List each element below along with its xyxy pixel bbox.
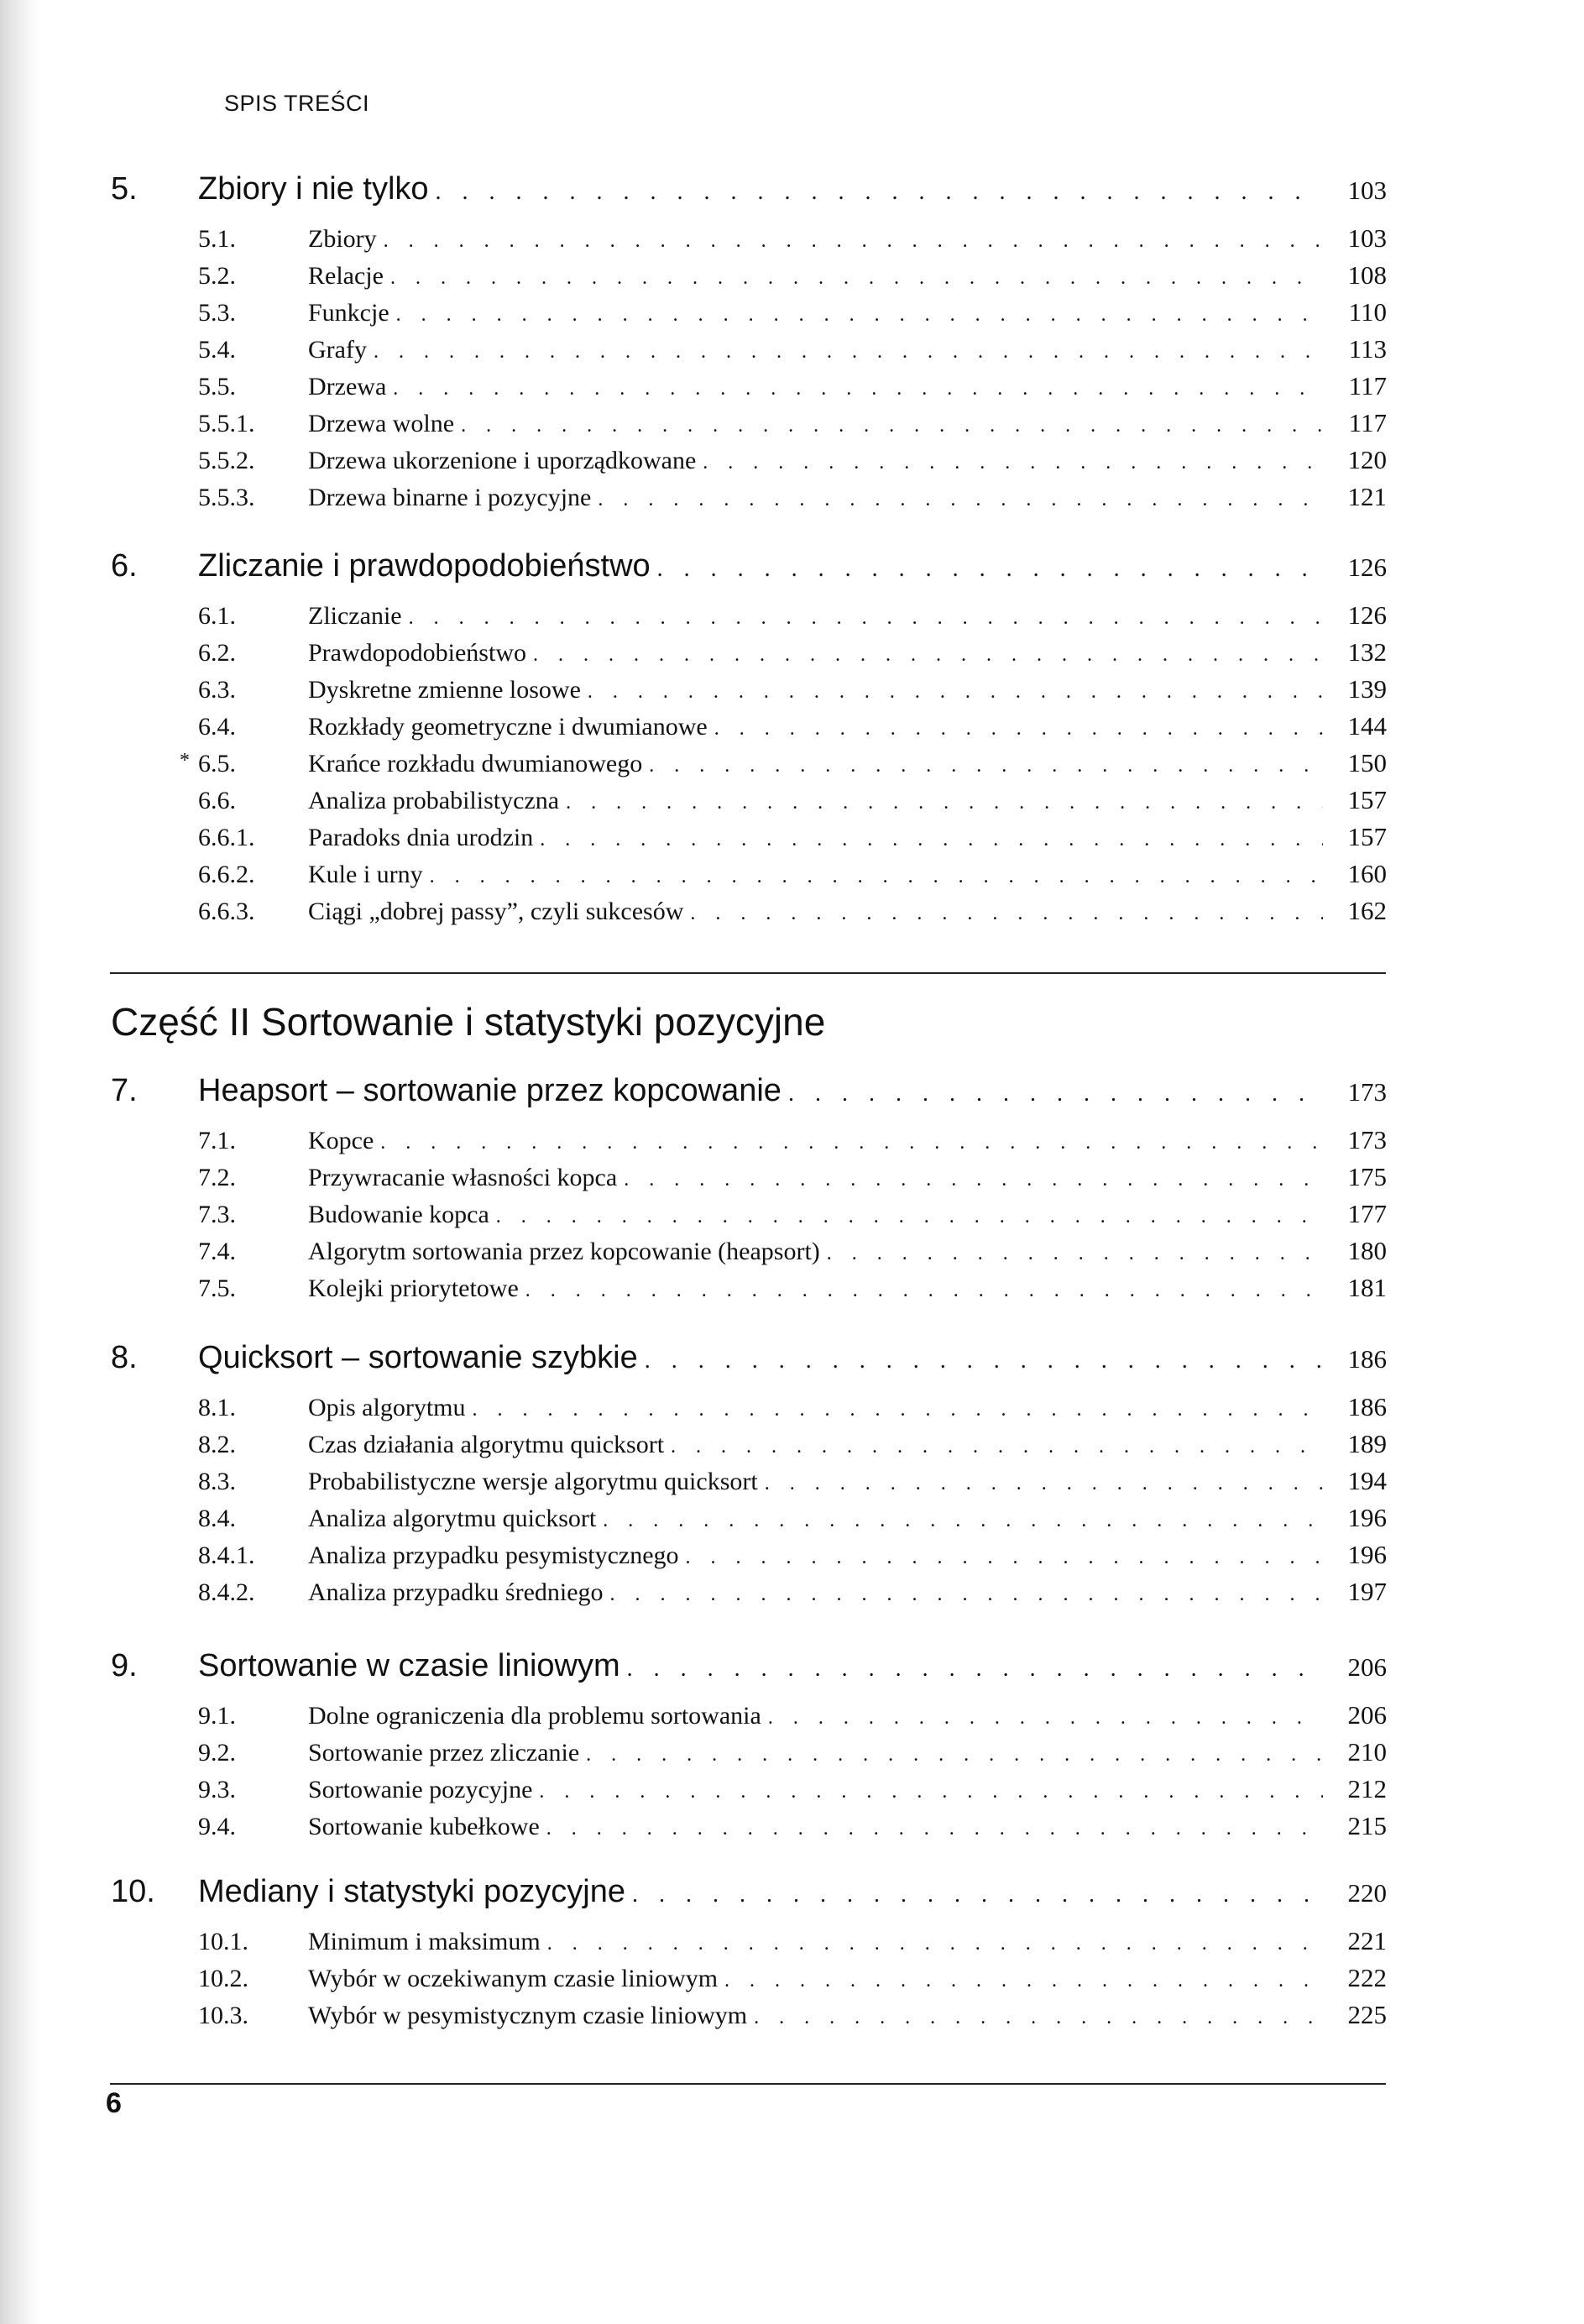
entry-page: 210	[1347, 1737, 1387, 1767]
entry-page: 103	[1347, 175, 1387, 205]
entry-number: 5.1.	[198, 225, 236, 253]
entry-title: Wybór w oczekiwanym czasie liniowym	[308, 1965, 719, 1992]
dot-leader	[473, 1399, 1324, 1421]
entry-page: 196	[1347, 1540, 1387, 1569]
section-entry	[111, 859, 1387, 889]
section-entry	[111, 371, 1387, 401]
entry-title: Krańce rozkładu dwumianowego	[308, 750, 643, 777]
part-title: Część II Sortowanie i statystyki pozycyjne	[111, 1000, 826, 1044]
entry-number: 8.4.1.	[198, 1541, 255, 1569]
section-entry	[111, 1540, 1387, 1570]
section-entry	[111, 1774, 1387, 1804]
section-entry	[111, 482, 1387, 512]
entry-title: Zbiory i nie tylko	[198, 171, 429, 207]
entry-number: 5.5.	[198, 373, 236, 400]
chapter-entry	[111, 171, 1387, 207]
section-entry	[111, 260, 1387, 290]
entry-number: 10.3.	[198, 2002, 248, 2029]
entry-page: 126	[1347, 552, 1387, 582]
entry-number: 5.	[111, 171, 138, 207]
section-entry	[111, 1700, 1387, 1730]
section-entry	[111, 223, 1387, 254]
entry-title: Prawdopodobieństwo	[308, 639, 526, 667]
dot-leader	[686, 1547, 1323, 1569]
entry-page: 157	[1347, 785, 1387, 814]
chapter-entry	[111, 1340, 1387, 1376]
section-entry	[111, 674, 1387, 704]
entry-number: 5.2.	[198, 262, 236, 290]
dot-leader	[540, 829, 1323, 851]
entry-page: 222	[1347, 1963, 1387, 1992]
dot-leader	[610, 1583, 1323, 1606]
entry-page: 206	[1347, 1652, 1387, 1682]
dot-leader	[461, 415, 1323, 437]
entry-page: 173	[1347, 1077, 1387, 1107]
entry-page: 221	[1347, 1926, 1387, 1955]
section-entry	[111, 1811, 1387, 1841]
entry-number: 6.6.3.	[198, 898, 255, 925]
dot-leader	[409, 607, 1323, 630]
entry-page: 212	[1347, 1774, 1387, 1803]
entry-number: * 6.5.	[180, 750, 236, 777]
dot-leader	[645, 1348, 1323, 1374]
section-entry	[111, 1429, 1387, 1459]
entry-title: Sortowanie kubełkowe	[308, 1813, 540, 1840]
entry-title: Wybór w pesymistycznym czasie liniowym	[308, 2002, 748, 2029]
entry-number: 9.3.	[198, 1776, 236, 1803]
dot-leader	[624, 1169, 1323, 1191]
chapter-entry	[111, 1648, 1387, 1684]
entry-title: Funkcje	[308, 299, 389, 327]
dot-leader	[525, 1280, 1323, 1302]
dot-leader	[380, 1132, 1323, 1154]
entry-number: 7.4.	[198, 1238, 236, 1265]
entry-number: 5.4.	[198, 336, 236, 364]
entry-number: 8.1.	[198, 1394, 236, 1421]
entry-number: 8.	[111, 1340, 138, 1375]
section-entry	[111, 748, 1387, 778]
entry-title: Kule i urny	[308, 861, 423, 888]
entry-page: 177	[1347, 1199, 1387, 1228]
dot-leader	[546, 1818, 1323, 1840]
entry-title: Dyskretne zmienne losowe	[308, 676, 581, 704]
entry-number: 6.6.2.	[198, 861, 255, 888]
entry-number: 6.4.	[198, 713, 236, 741]
entry-number: 8.2.	[198, 1431, 236, 1458]
scan-gutter-shadow	[0, 0, 39, 2324]
dot-leader	[714, 718, 1323, 741]
entry-number: 5.5.1.	[198, 410, 255, 437]
chapter-entry	[111, 548, 1387, 584]
entry-title: Algorytm sortowania przez kopcowanie (heapsort)	[308, 1238, 820, 1265]
dot-leader	[724, 1970, 1323, 1992]
entry-number: 6.3.	[198, 676, 236, 704]
entry-number: 7.1.	[198, 1127, 236, 1154]
section-entry	[111, 1162, 1387, 1192]
entry-page: 173	[1347, 1125, 1387, 1154]
section-entry	[111, 334, 1387, 364]
dot-leader	[671, 1436, 1323, 1458]
dot-leader	[566, 792, 1323, 814]
entry-title: Rozkłady geometryczne i dwumianowe	[308, 713, 708, 741]
entry-number: 8.3.	[198, 1468, 236, 1495]
entry-title: Analiza przypadku średniego	[308, 1578, 604, 1606]
entry-page: 157	[1347, 822, 1387, 851]
entry-title: Drzewa binarne i pozycyjne	[308, 484, 592, 511]
entry-page: 206	[1347, 1700, 1387, 1730]
entry-title: Mediany i statystyki pozycyjne	[198, 1874, 625, 1909]
dot-leader	[430, 866, 1323, 888]
dot-leader	[754, 2007, 1323, 2029]
entry-page: 189	[1347, 1429, 1387, 1458]
section-entry	[111, 822, 1387, 852]
part-divider-rule	[110, 972, 1386, 974]
section-entry	[111, 1466, 1387, 1496]
entry-number: 7.2.	[198, 1164, 236, 1191]
entry-page: 175	[1347, 1162, 1387, 1191]
dot-leader	[384, 230, 1323, 253]
section-entry	[111, 1963, 1387, 1993]
dot-leader	[588, 681, 1323, 704]
section-entry	[111, 297, 1387, 327]
section-entry	[111, 637, 1387, 667]
entry-page: 225	[1347, 2000, 1387, 2029]
entry-page: 117	[1348, 408, 1387, 437]
entry-title: Drzewa ukorzenione i uporządkowane	[308, 447, 697, 474]
entry-title: Analiza algorytmu quicksort	[308, 1505, 597, 1532]
dot-leader	[632, 1882, 1323, 1908]
section-entry	[111, 2000, 1387, 2030]
entry-title: Grafy	[308, 336, 367, 364]
entry-page: 180	[1347, 1236, 1387, 1265]
dot-leader	[627, 1656, 1323, 1683]
dot-leader	[374, 341, 1323, 364]
section-entry	[111, 1737, 1387, 1767]
entry-page: 186	[1347, 1344, 1387, 1374]
entry-page: 162	[1347, 896, 1387, 925]
dot-leader	[768, 1707, 1323, 1730]
entry-number: 8.4.	[198, 1505, 236, 1532]
dot-leader	[396, 304, 1323, 327]
entry-title: Ciągi „dobrej passy”, czyli sukcesów	[308, 898, 684, 925]
dot-leader	[586, 1744, 1323, 1767]
entry-title: Heapsort – sortowanie przez kopcowanie	[198, 1073, 782, 1108]
entry-number: 8.4.2.	[198, 1578, 255, 1606]
entry-number: 9.	[111, 1648, 138, 1683]
section-entry	[111, 1926, 1387, 1956]
entry-title: Probabilistyczne wersje algorytmu quicksort	[308, 1468, 758, 1495]
section-entry	[111, 896, 1387, 926]
dot-leader	[649, 755, 1323, 777]
dot-leader	[547, 1933, 1323, 1955]
entry-number: 7.3.	[198, 1201, 236, 1228]
entry-title: Analiza probabilistyczna	[308, 787, 560, 814]
entry-title: Quicksort – sortowanie szybkie	[198, 1340, 638, 1375]
entry-page: 108	[1347, 260, 1387, 290]
dot-leader	[788, 1081, 1323, 1107]
entry-title: Czas działania algorytmu quicksort	[308, 1431, 665, 1458]
entry-page: 121	[1347, 482, 1387, 511]
entry-page: 126	[1347, 600, 1387, 630]
section-entry	[111, 1577, 1387, 1607]
entry-page: 103	[1347, 223, 1387, 253]
dot-leader	[765, 1473, 1323, 1495]
entry-title: Drzewa wolne	[308, 410, 455, 437]
entry-title: Drzewa	[308, 373, 387, 400]
entry-number: 10.	[111, 1874, 155, 1909]
entry-number: 6.2.	[198, 639, 236, 667]
entry-number: 5.5.3.	[198, 484, 255, 511]
entry-title: Minimum i maksimum	[308, 1928, 541, 1955]
entry-page: 186	[1347, 1392, 1387, 1421]
dot-leader	[603, 1510, 1323, 1532]
entry-title: Paradoks dnia urodzin	[308, 824, 534, 851]
section-entry	[111, 445, 1387, 475]
dot-leader	[690, 903, 1323, 925]
entry-title: Przywracanie własności kopca	[308, 1164, 618, 1191]
entry-page: 117	[1348, 371, 1387, 400]
entry-page: 150	[1347, 748, 1387, 777]
entry-page: 215	[1347, 1811, 1387, 1840]
chapter-entry	[111, 1073, 1387, 1109]
dot-leader	[393, 378, 1323, 400]
entry-number: 10.1.	[198, 1928, 248, 1955]
page-number: 6	[106, 2087, 122, 2119]
entry-number: 10.2.	[198, 1965, 248, 1992]
section-entry	[111, 1125, 1387, 1155]
entry-number: 5.5.2.	[198, 447, 255, 474]
entry-title: Sortowanie pozycyjne	[308, 1776, 533, 1803]
section-entry	[111, 408, 1387, 438]
entry-page: 132	[1347, 637, 1387, 667]
entry-number: 6.1.	[198, 602, 236, 630]
section-entry	[111, 1236, 1387, 1266]
entry-page: 120	[1347, 445, 1387, 474]
section-entry	[111, 1199, 1387, 1229]
entry-page: 181	[1347, 1273, 1387, 1302]
dot-leader	[533, 644, 1323, 667]
entry-title: Relacje	[308, 262, 384, 290]
section-entry	[111, 600, 1387, 631]
entry-page: 139	[1347, 674, 1387, 704]
entry-number: 9.1.	[198, 1702, 236, 1730]
dot-leader	[657, 556, 1323, 583]
dot-leader	[703, 452, 1323, 474]
entry-number: 6.6.	[198, 787, 236, 814]
entry-page: 196	[1347, 1503, 1387, 1532]
entry-page: 197	[1347, 1577, 1387, 1606]
entry-page: 113	[1348, 334, 1387, 364]
dot-leader	[496, 1206, 1323, 1228]
dot-leader	[390, 267, 1323, 290]
entry-title: Dolne ograniczenia dla problemu sortowania	[308, 1702, 761, 1730]
entry-title: Zliczanie	[308, 602, 402, 630]
entry-number: 9.4.	[198, 1813, 236, 1840]
entry-title: Zliczanie i prawdopodobieństwo	[198, 548, 651, 584]
chapter-entry	[111, 1874, 1387, 1910]
running-head: SPIS TREŚCI	[224, 91, 370, 116]
entry-page: 110	[1348, 297, 1387, 327]
entry-page: 220	[1347, 1878, 1387, 1908]
dot-leader	[436, 179, 1323, 206]
entry-number: 6.	[111, 548, 138, 584]
entry-title: Kopce	[308, 1127, 374, 1154]
entry-number: 7.5.	[198, 1275, 236, 1302]
star-marker: *	[180, 750, 190, 772]
section-entry	[111, 1273, 1387, 1303]
footer-rule	[110, 2083, 1386, 2085]
entry-page: 144	[1347, 711, 1387, 741]
entry-page: 194	[1347, 1466, 1387, 1495]
entry-title: Opis algorytmu	[308, 1394, 466, 1421]
entry-title: Analiza przypadku pesymistycznego	[308, 1541, 679, 1569]
section-entry	[111, 785, 1387, 815]
section-entry	[111, 711, 1387, 741]
dot-leader	[827, 1243, 1323, 1265]
entry-number: 5.3.	[198, 299, 236, 327]
entry-number: 9.2.	[198, 1739, 236, 1767]
entry-title: Sortowanie w czasie liniowym	[198, 1648, 620, 1683]
section-entry	[111, 1503, 1387, 1533]
entry-title: Budowanie kopca	[308, 1201, 489, 1228]
entry-number: 7.	[111, 1073, 138, 1108]
entry-page: 160	[1347, 859, 1387, 888]
entry-number: 6.6.1.	[198, 824, 255, 851]
dot-leader	[539, 1781, 1323, 1803]
entry-title: Zbiory	[308, 225, 377, 253]
entry-title: Sortowanie przez zliczanie	[308, 1739, 580, 1767]
entry-title: Kolejki priorytetowe	[308, 1275, 519, 1302]
section-entry	[111, 1392, 1387, 1422]
dot-leader	[598, 489, 1323, 511]
